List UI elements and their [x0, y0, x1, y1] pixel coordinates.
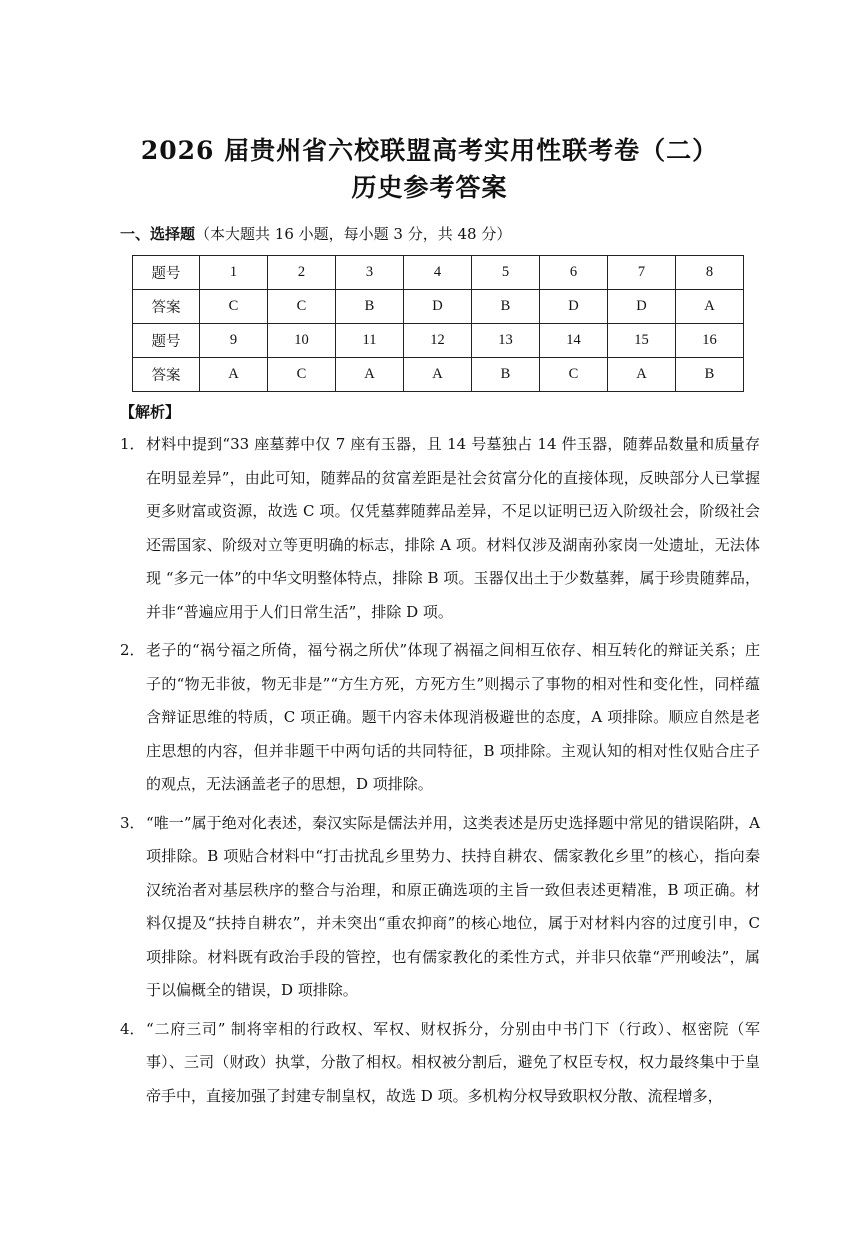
table-cell: 9 [200, 324, 268, 358]
item-number: 4． [120, 1019, 145, 1038]
table-cell: 答案 [133, 290, 200, 324]
table-row [133, 358, 744, 392]
table-cell: B [472, 358, 540, 392]
table-cell: D [540, 290, 608, 324]
section-heading [120, 223, 511, 244]
table-cell: A [336, 358, 404, 392]
item-text: “二府三司” 制将宰相的行政权、军权、财权拆分，分别由中书门下（行政）、枢密院（军事）、三司（财政）执掌，分散了相权。相权被分割后，避免了权臣专权，权力最终集中于皇帝手中，直接加强了封建专制皇权，故选 D 项。多机构分权导致职权分散、流程增多， [146, 1019, 760, 1105]
item-text: 老子的“祸兮福之所倚，福兮祸之所伏”体现了祸福之间相互依存、相互转化的辩证关系；庄子的“物无非彼，物无非是”“方生方死，方死方生”则揭示了事物的相对性和变化性，同样蕴含辩证思维的特质，C 项正确。题干内容未体现消极避世的态度，A 项排除。顺应自然是老庄思想的内容，但并非题干中两句话的共同特征，B 项排除。主观认知的相对性仅贴合庄子的观点，无法涵盖老子的思想，D 项排除。 [146, 641, 760, 793]
list-item [120, 428, 760, 629]
list-item [120, 807, 760, 1008]
analysis-heading: 【解析】 [120, 403, 181, 421]
table-cell: A [608, 358, 676, 392]
table-cell: 14 [540, 324, 608, 358]
table-cell: B [472, 290, 540, 324]
table-cell: 10 [268, 324, 336, 358]
table-cell: B [676, 358, 744, 392]
item-number: 1． [120, 435, 145, 453]
exam-subtitle: 历史参考答案 [351, 173, 508, 202]
item-number: 2． [120, 641, 145, 659]
table-cell: C [540, 358, 608, 392]
exam-title: 2026 届贵州省六校联盟高考实用性联考卷（二） [140, 136, 719, 165]
table-cell: 12 [404, 324, 472, 358]
table-cell: 7 [608, 256, 676, 290]
table-cell: A [200, 358, 268, 392]
item-text: 材料中提到“33 座墓葬中仅 7 座有玉器，且 14 号墓独占 14 件玉器，随葬品数量和质量存在明显差异”，由此可知，随葬品的贫富差距是社会贫富分化的直接体现，反映部分人已掌握更多财富或资源，故选 C 项。仅凭墓葬随葬品差异，不足以证明已迈入阶级社会，阶级社会还需国家、阶级对立等更明确的标志，排除 A 项。材料仅涉及湖南孙家岗一处遗址，无法体现 “多元一体”的中华文明整体特点，排除 B 项。玉器仅出土于少数墓葬，属于珍贵随葬品，并非“普遍应用于人们日常生活”，排除 D 项。 [146, 435, 760, 621]
table-row [133, 256, 744, 290]
table-cell: A [676, 290, 744, 324]
item-number: 3． [120, 813, 145, 832]
table-cell: 11 [336, 324, 404, 358]
answer-table [132, 255, 744, 392]
table-cell: 答案 [133, 358, 200, 392]
table-cell: 8 [676, 256, 744, 290]
table-cell: 13 [472, 324, 540, 358]
list-item [120, 1013, 760, 1114]
table-cell: 5 [472, 256, 540, 290]
section-note: （本大题共 16 小题，每小题 3 分，共 48 分） [195, 225, 512, 243]
section-title: 一、选择题 [120, 225, 196, 243]
table-cell: C [268, 358, 336, 392]
table-cell: B [336, 290, 404, 324]
table-cell: D [404, 290, 472, 324]
table-cell: C [200, 290, 268, 324]
table-cell: C [268, 290, 336, 324]
table-cell: D [608, 290, 676, 324]
table-cell: 16 [676, 324, 744, 358]
table-cell: 6 [540, 256, 608, 290]
table-cell: 1 [200, 256, 268, 290]
table-cell: 2 [268, 256, 336, 290]
table-row [133, 290, 744, 324]
table-cell: A [404, 358, 472, 392]
table-cell: 题号 [133, 324, 200, 358]
table-cell: 题号 [133, 256, 200, 290]
table-cell: 3 [336, 256, 404, 290]
item-text: “唯一”属于绝对化表述，秦汉实际是儒法并用，这类表述是历史选择题中常见的错误陷阱，A 项排除。B 项贴合材料中“打击扰乱乡里势力、扶持自耕农、儒家教化乡里”的核心，指向秦汉统治者对基层秩序的整合与治理，和原正确选项的主旨一致但表述更精准，B 项正确。材料仅提及“扶持自耕农”，并未突出“重农抑商”的核心地位，属于对材料内容的过度引申，C 项排除。材料既有政治手段的管控，也有儒家教化的柔性方式，并非只依靠“严刑峻法”，属于以偏概全的错误，D 项排除。 [146, 813, 760, 999]
analysis-list [120, 428, 760, 1118]
list-item [120, 634, 760, 802]
table-row [133, 324, 744, 358]
table-cell: 4 [404, 256, 472, 290]
table-cell: 15 [608, 324, 676, 358]
